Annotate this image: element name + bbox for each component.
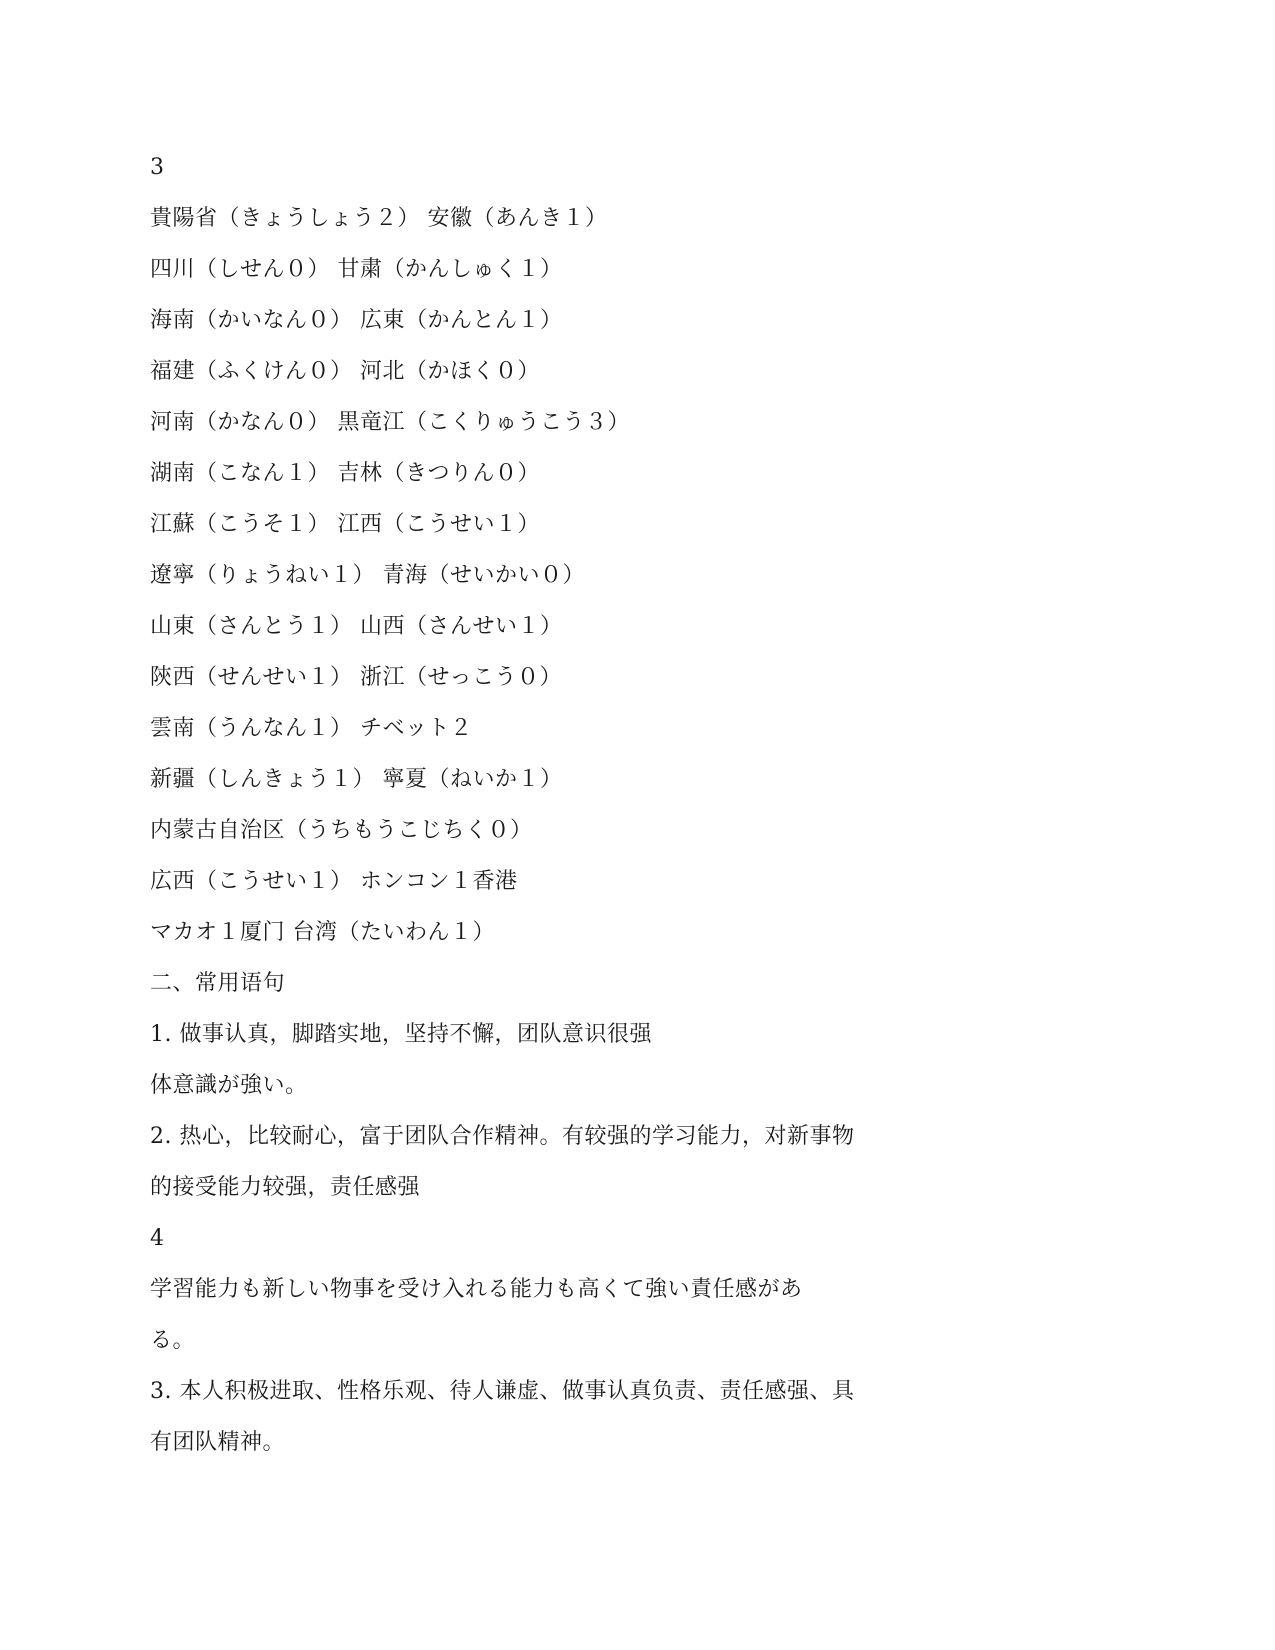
province-line: 貴陽省（きょうしょう２） 安徽（あんき１）	[150, 206, 608, 231]
province-line: 海南（かいなん０） 広東（かんとん１）	[150, 308, 563, 333]
province-line: 新疆（しんきょう１） 寧夏（ねいか１）	[150, 767, 563, 792]
document-body	[150, 142, 930, 1468]
page-number: 4	[150, 1226, 164, 1251]
province-line: 河南（かなん０） 黒竜江（こくりゅうこう３）	[150, 410, 630, 435]
phrase-translation: 学習能力も新しい物事を受け入れる能力も高くて強い責任感があ	[150, 1277, 803, 1302]
province-line: 遼寧（りょうねい１） 青海（せいかい０）	[150, 563, 585, 588]
phrase-translation: 体意識が強い。	[150, 1073, 308, 1098]
province-line: マカオ１厦门 台湾（たいわん１）	[150, 920, 495, 945]
phrase-item: 3. 本人积极进取、性格乐观、待人谦虚、做事认真负责、责任感强、具	[150, 1379, 855, 1404]
phrase-translation-continuation: る。	[150, 1328, 196, 1353]
phrase-item: 2. 热心，比较耐心，富于团队合作精神。有较强的学习能力，对新事物	[150, 1124, 855, 1149]
phrase-item-continuation: 有团队精神。	[150, 1430, 286, 1455]
phrase-item: 1. 做事认真，脚踏实地，坚持不懈，团队意识很强	[150, 1022, 652, 1047]
province-line: 江蘇（こうそ１） 江西（こうせい１）	[150, 512, 540, 537]
page-number: 3	[150, 155, 164, 180]
province-line: 四川（しせん０） 甘粛（かんしゅく１）	[150, 257, 563, 282]
province-line: 雲南（うんなん１） チベット２	[150, 716, 473, 741]
province-line: 山東（さんとう１） 山西（さんせい１）	[150, 614, 563, 639]
province-line: 湖南（こなん１） 吉林（きつりん０）	[150, 461, 540, 486]
section-heading: 二、常用语句	[150, 971, 286, 996]
province-line: 福建（ふくけん０） 河北（かほく０）	[150, 359, 540, 384]
province-line: 陝西（せんせい１） 浙江（せっこう０）	[150, 665, 563, 690]
phrase-item-continuation: 的接受能力较强，责任感强	[150, 1175, 421, 1200]
province-line: 広西（こうせい１） ホンコン１香港	[150, 869, 518, 894]
province-line: 内蒙古自治区（うちもうこじちく０）	[150, 818, 533, 843]
